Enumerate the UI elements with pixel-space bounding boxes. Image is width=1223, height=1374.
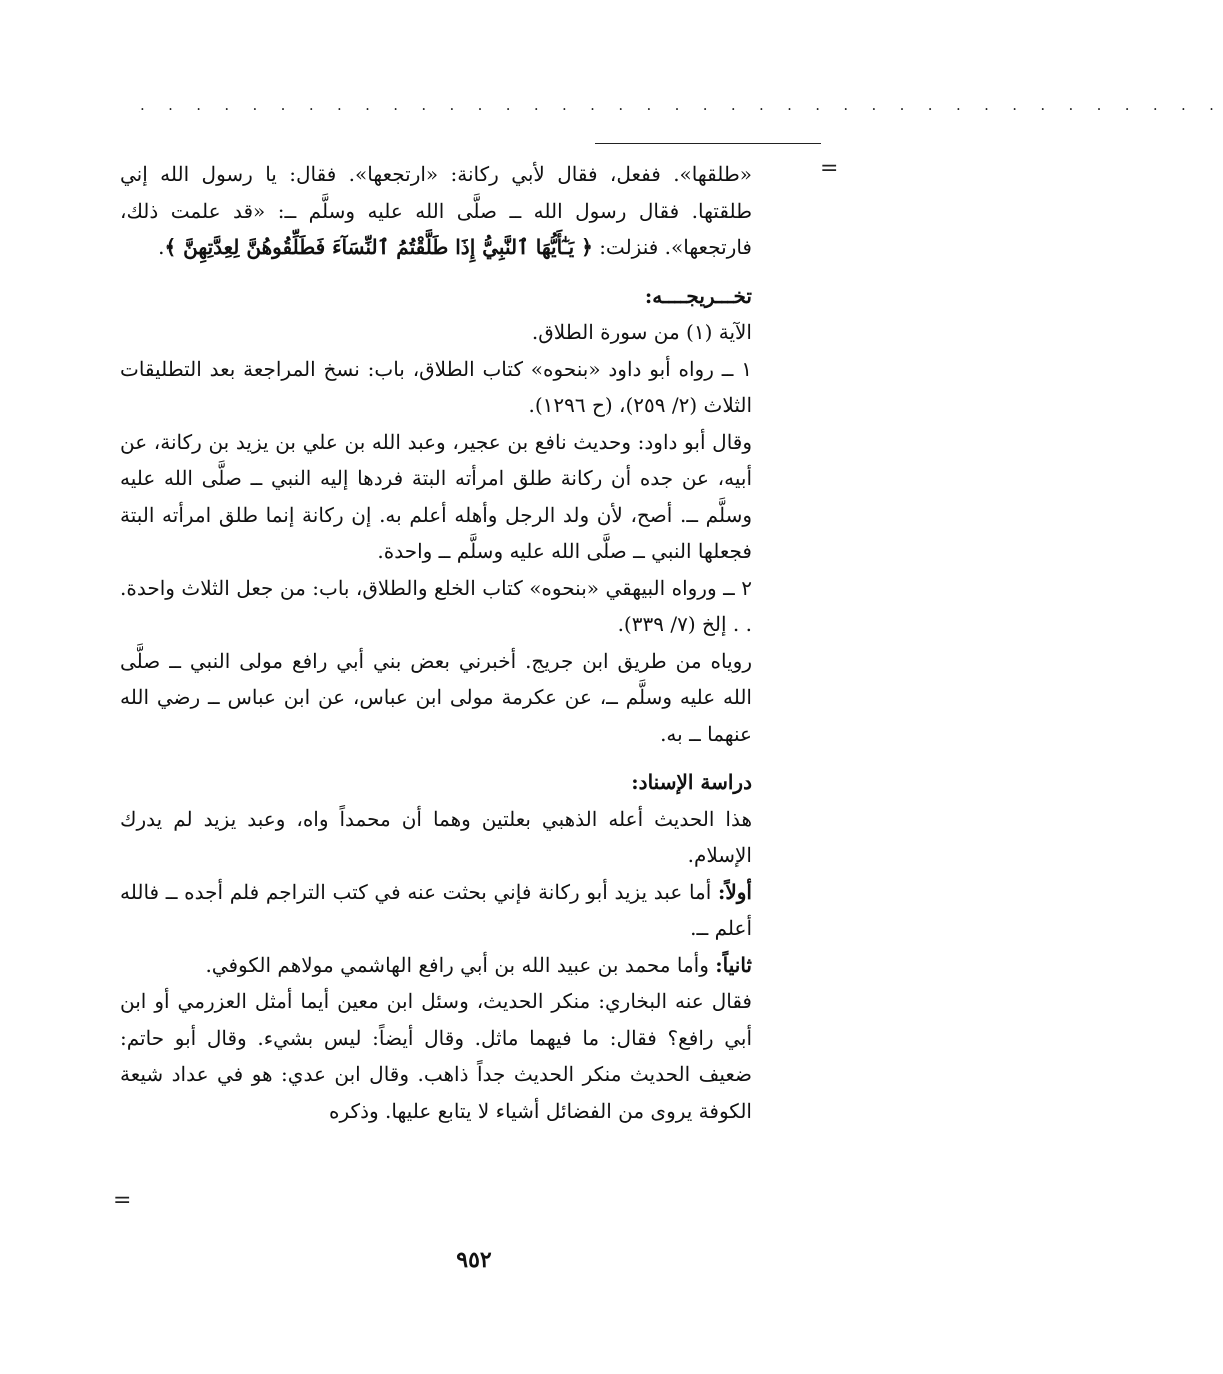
isnad-heading [120,764,752,801]
isnad-second-point [120,947,752,984]
second-point-label: ثانياً: [715,952,752,977]
isnad-intro: هذا الحديث أعله الذهبي بعلتين وهما أن محمداً واه، وعبد يزيد لم يدرك الإسلام. [120,806,752,867]
continuation-mark-top: = [820,156,839,181]
takhrij-heading-text: تخـــريجــــه [652,283,752,308]
isnad-heading-colon: : [631,770,639,794]
verse-reference: الآية (١) من سورة الطلاق. [531,320,752,344]
takhrij-item-2: ٢ ــ ورواه البيهقي «بنحوه» كتاب الخلع والطلاق، باب: من جعل الثلاث واحدة. . . إلخ (٧/ ٣٣٩). [120,575,752,636]
bayhaqi-chain: روياه من طريق ابن جريج. أخبرني بعض بني أبي رافع مولى النبي ــ صلَّى الله عليه وسلَّم ــ، عن عكرمة مولى ابن عباس، عن ابن عباس ــ رضي الله عنهما ــ به. [120,648,752,746]
isnad-first-point [120,874,752,947]
second-point-text: وأما محمد بن عبيد الله بن أبي رافع الهاشمي مولاهم الكوفي. [205,952,716,977]
first-point-label: أولاً: [717,879,752,904]
footnote-carryover-end: . [158,235,165,259]
takhrij-heading [120,278,752,315]
bukhari-assessment: فقال عنه البخاري: منكر الحديث، وسئل ابن معين أيما أمثل العزرمي أو ابن أبي رافع؟ فقال: ما فيهما ماثل. وقال أيضاً: ليس بشيء. وقال أبو حاتم: ضعيف الحديث منكر الحديث جداً ذاهب. وقال ابن عدي: هو في عداد شيعة الكوفة يروى من الفضائل أشياء لا يتابع عليها. وذكره [120,989,752,1123]
first-point-text: أما عبد يزيد أبو ركانة فإني بحثت عنه في كتب التراجم فلم أجده ــ فالله أعلم ــ. [120,879,752,940]
quran-verse: ﴿ يَـٰٓأَيُّهَا ٱلنَّبِيُّ إِذَا طَلَّقْتُمُ ٱلنِّسَآءَ فَطَلِّقُوهُنَّ لِعِدَّتِهِنَّ ﴾ [164,235,593,259]
continuation-mark-bottom: = [113,1188,132,1213]
takhrij-heading-colon: : [644,283,653,308]
isnad-heading-text: دراسة الإسناد [638,770,752,794]
abu-dawud-note: وقال أبو داود: وحديث نافع بن عجير، وعبد الله بن علي بن يزيد بن ركانة، عن أبيه، عن جده أن ركانة طلق امرأته البتة فردها إليه النبي ــ صلَّى الله عليه وسلَّم ــ. أصح، لأن ولد الرجل وأهله أعلم به. إن ركانة إنما طلق امرأته البتة فجعلها النبي ــ صلَّى الله عليه وسلَّم ــ واحدة. [120,429,752,563]
footnote-rule [595,143,821,144]
footnote-carryover-text: «طلقها». ففعل، فقال لأبي ركانة: «ارتجعها». فقال: يا رسول الله إني طلقتها. فقال رسول الله ــ صلَّى الله عليه وسلَّم ــ: «قد علمت ذلك، فارتجعها». فنزلت: [120,162,753,259]
top-dotted-separator: . . . . . . . . . . . . . . . . . . . . . . . . . . . . . . . . . . . . . . . [140,96,1223,114]
page-body [120,156,752,1129]
takhrij-item-1: ١ ــ رواه أبو داود «بنحوه» كتاب الطلاق، باب: نسخ المراجعة بعد التطليقات الثلاث (٢/ ٢٥٩)، (ح ١٢٩٦). [120,356,752,417]
footnote-carryover [120,156,752,266]
page-number: ٩٥٢ [456,1247,492,1273]
